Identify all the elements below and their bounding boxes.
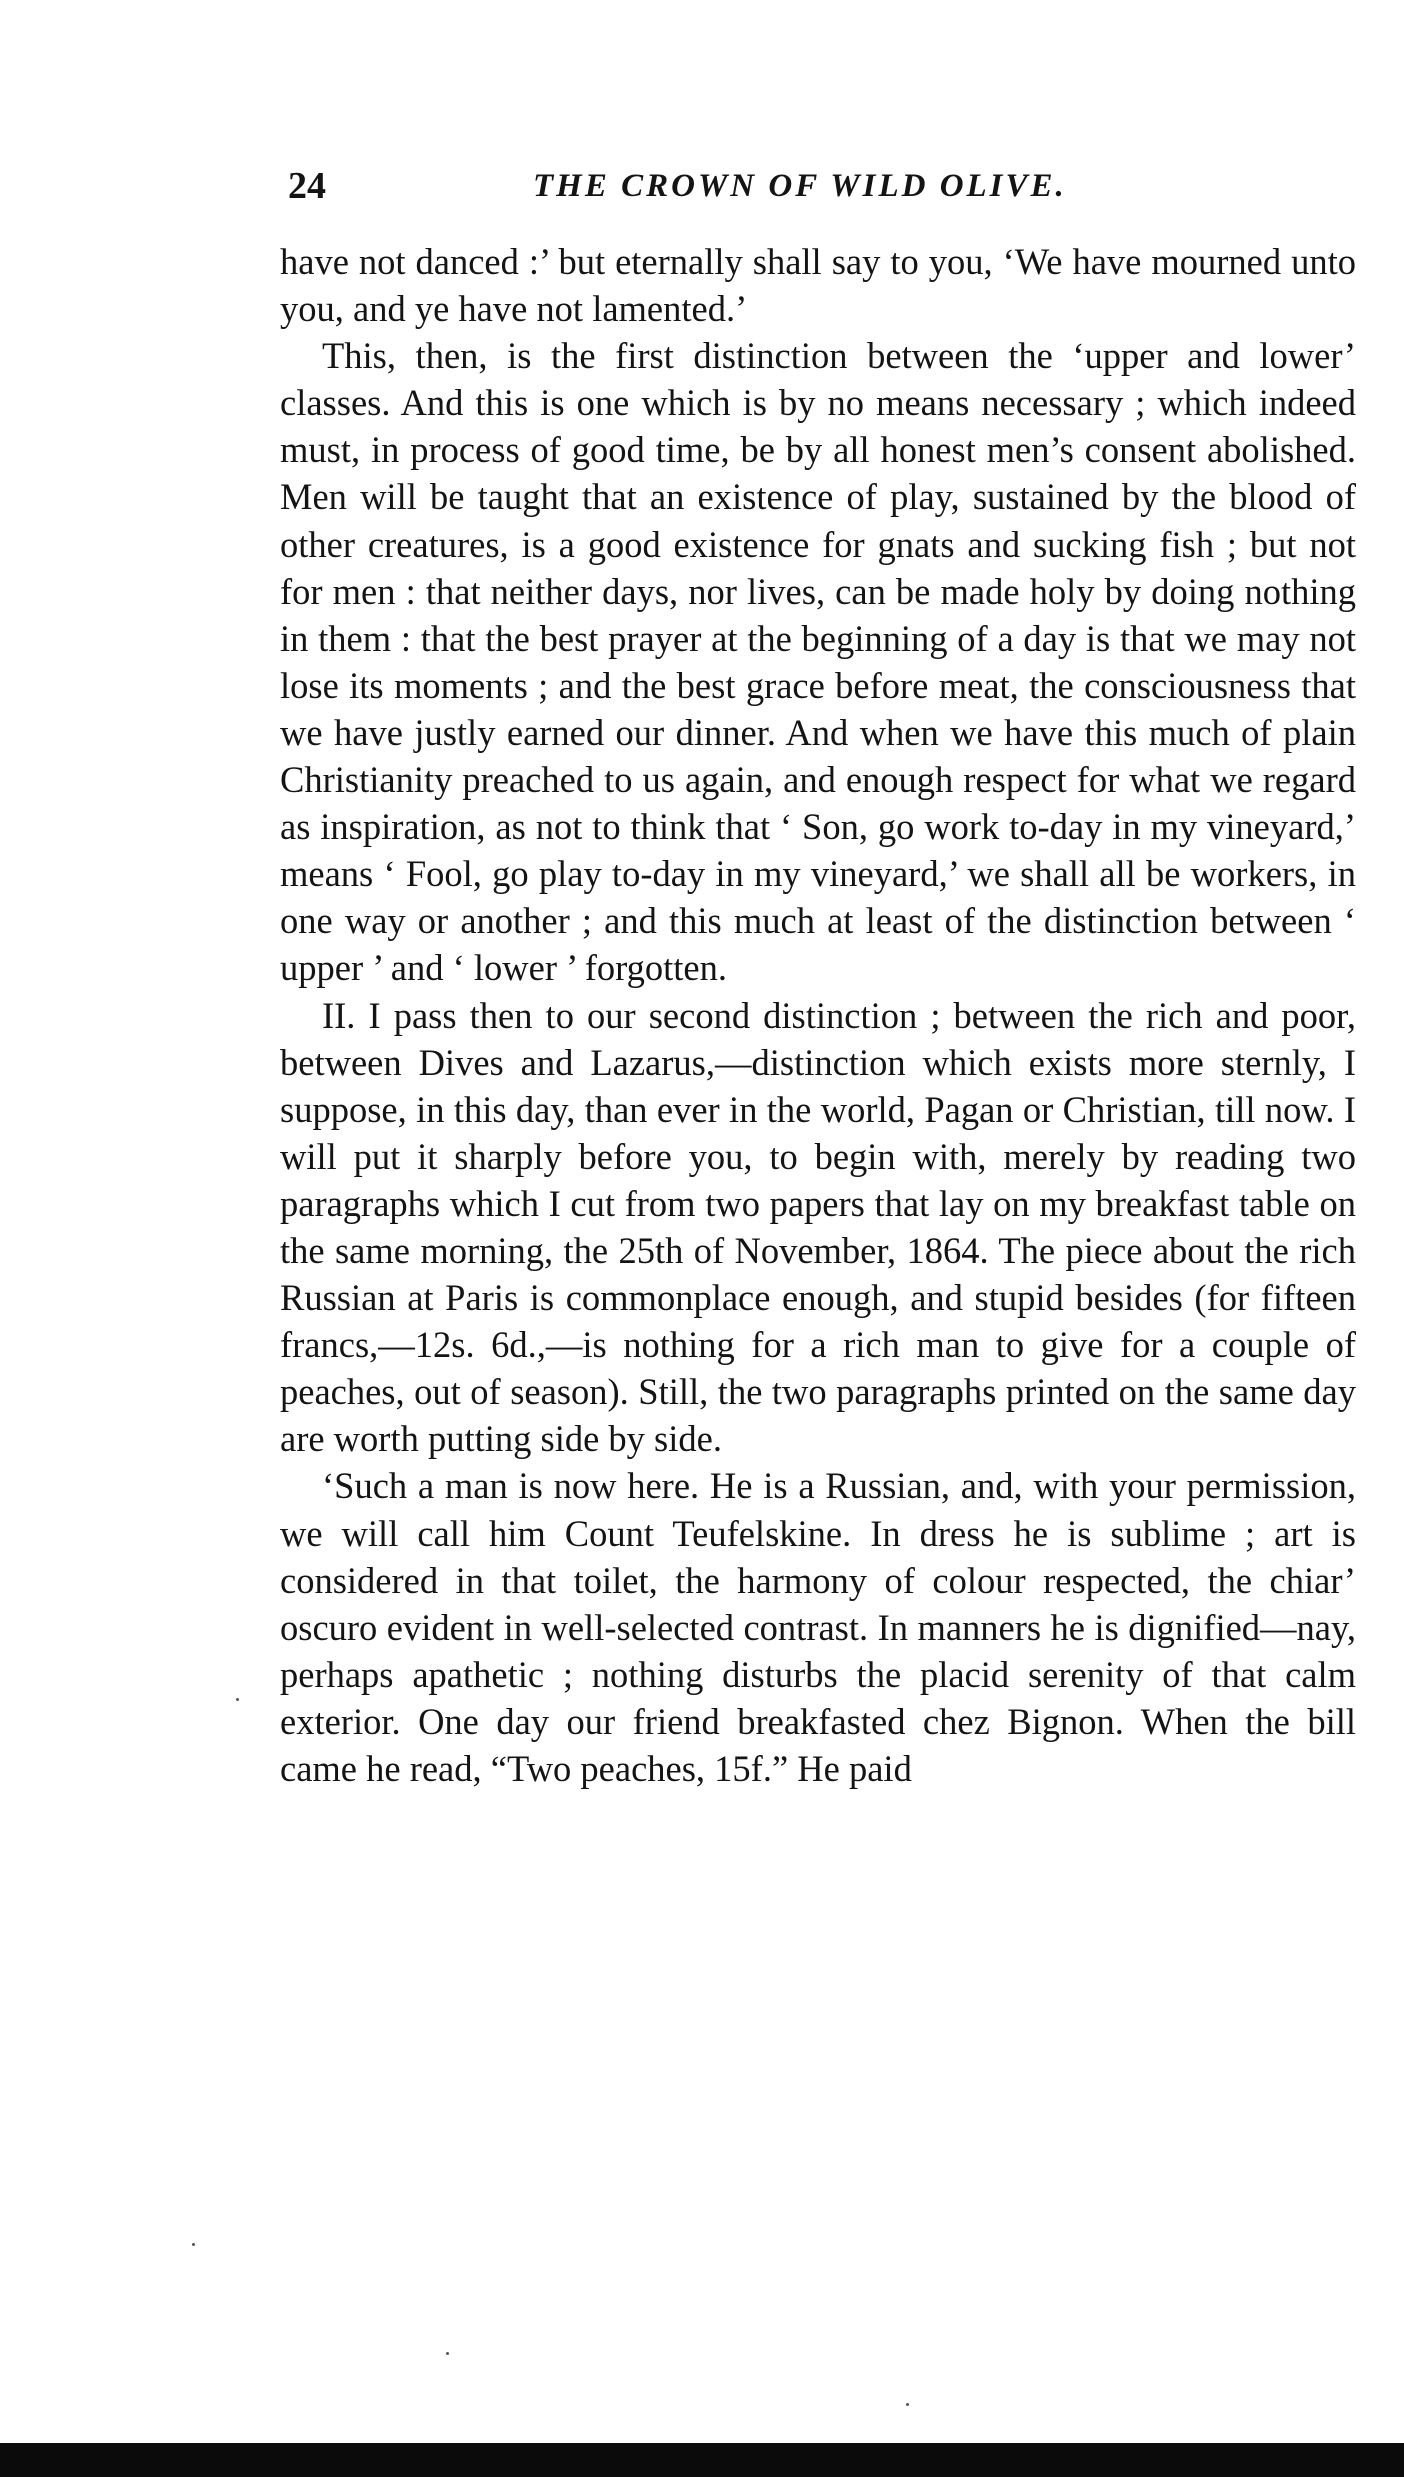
print-speck [906,2403,909,2406]
print-speck [446,2352,449,2355]
running-head [288,158,1168,214]
print-speck [236,1698,239,1701]
paragraph-quotation: ‘Such a man is now here. He is a Russian, and, with your permission, we will call him Count Teufelskine. In dress he is sublime ; art is considered in that toilet, the harmony of colour respected, the chiar’ oscuro evident in well-selected contrast. In manners he is dignified—nay, perhaps apathetic ; nothing disturbs the placid serenity of that calm exterior. One day our friend breakfasted chez Bignon. When the bill came he read, “Two peaches, 15f.” He paid [280,1465,1356,1789]
print-speck [192,2243,195,2246]
running-title: THE CROWN OF WILD OLIVE. [533,168,1067,204]
page-number: 24 [288,165,326,207]
scan-bottom-edge [0,2443,1404,2477]
paragraph-upper-lower-classes: This, then, is the first distinction between the ‘upper and lower’ classes. And this is one which is by no means necessary ; which indeed must, in process of good time, be by all honest men’s consent abolished. Men will be taught that an existence of play, sustained by the blood of other creatures, is a good existence for gnats and sucking fish ; but not for men : that neither days, nor lives, can be made holy by doing nothing in them : that the best prayer at the beginning of a day is that we may not lose its moments ; and the best grace before meat, the consciousness that we have justly earned our dinner. And when we have this much of plain Christianity preached to us again, and enough respect for what we regard as inspiration, as not to think that ‘ Son, go work to-day in my vineyard,’ means ‘ Fool, go play to-day in my vineyard,’ we shall all be workers, in one way or another ; and this much at least of the distinction between ‘ upper ’ and ‘ lower ’ forgotten. [280,335,1356,989]
paragraph-rich-and-poor: II. I pass then to our second distinction ; between the rich and poor, between Dives and Lazarus,—distinction which exists more sternly, I suppose, in this day, than ever in the world, Pagan or Christian, till now. I will put it sharply before you, to begin with, merely by reading two paragraphs which I cut from two papers that lay on my breakfast table on the same morning, the 25th of November, 1864. The piece about the rich Russian at Paris is commonplace enough, and stupid besides (for fifteen francs,—12s. 6d.,—is nothing for a rich man to give for a couple of peaches, out of season). Still, the two paragraphs printed on the same day are worth putting side by side. [280,994,1356,1460]
paragraph-continued: have not danced :’ but eternally shall say to you, ‘We have mourned unto you, and ye have not lamented.’ [280,241,1356,330]
body-text [280,238,1356,1792]
